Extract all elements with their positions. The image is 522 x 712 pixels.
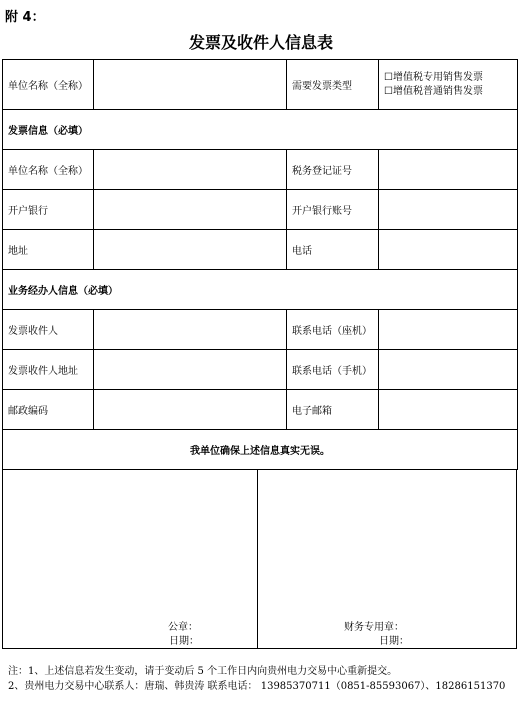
company-name-label: 单位名称（全称） (3, 60, 94, 110)
table-row (3, 430, 518, 470)
mobile-label: 联系电话（手机） (287, 350, 379, 390)
invoice-form-table (2, 59, 518, 470)
mobile-field[interactable] (379, 350, 518, 390)
invoice-company-name-label: 单位名称（全称） (3, 150, 94, 190)
recipient-address-label: 发票收件人地址 (3, 350, 94, 390)
table-row (3, 150, 518, 190)
postal-code-field[interactable] (94, 390, 287, 430)
finance-seal-date-label: 日期： (379, 636, 409, 647)
phone-label: 电话 (287, 230, 379, 270)
bank-field[interactable] (94, 190, 287, 230)
company-seal-date-label: 日期： (169, 636, 199, 647)
table-row (3, 110, 518, 150)
bank-account-field[interactable] (379, 190, 518, 230)
bank-account-label: 开户银行账号 (287, 190, 379, 230)
signature-area (2, 469, 517, 649)
finance-seal-label: 财务专用章： (344, 622, 404, 633)
address-label: 地址 (3, 230, 94, 270)
landline-field[interactable] (379, 310, 518, 350)
table-row (3, 190, 518, 230)
table-row (3, 350, 518, 390)
recipient-address-field[interactable] (94, 350, 287, 390)
email-label: 电子邮箱 (287, 390, 379, 430)
attachment-label: 附 4： (5, 10, 45, 25)
tax-id-field[interactable] (379, 150, 518, 190)
table-row (3, 270, 518, 310)
recipient-field[interactable] (94, 310, 287, 350)
invoice-company-name-field[interactable] (94, 150, 287, 190)
table-row (3, 230, 518, 270)
email-field[interactable] (379, 390, 518, 430)
table-row (3, 60, 518, 110)
note-line: 注：1、上述信息若发生变动，请于变动后 5 个工作日内向贵州电力交易中心重新提交。 (8, 666, 398, 677)
vat-special-invoice-option[interactable]: ☐增值税专用销售发票 (384, 71, 483, 83)
phone-field[interactable] (379, 230, 518, 270)
company-seal-label: 公章： (168, 622, 198, 633)
recipient-label: 发票收件人 (3, 310, 94, 350)
invoice-type-label: 需要发票类型 (287, 60, 379, 110)
table-row (3, 390, 518, 430)
bank-label: 开户银行 (3, 190, 94, 230)
company-name-field[interactable] (94, 60, 287, 110)
table-row (3, 310, 518, 350)
form-title: 发票及收件人信息表 (188, 33, 333, 52)
footnotes (8, 664, 505, 694)
company-seal-block[interactable] (168, 621, 199, 649)
note-line: 2、贵州电力交易中心联系人：唐瑞、韩贵涛 联系电话： 13985370711（0851-85593067）、18286151370 (8, 681, 506, 692)
invoice-type-options[interactable] (379, 60, 518, 110)
signature-divider (257, 469, 258, 648)
confirmation-statement: 我单位确保上述信息真实无误。 (3, 430, 518, 470)
tax-id-label: 税务登记证号 (287, 150, 379, 190)
postal-code-label: 邮政编码 (3, 390, 94, 430)
invoice-section-heading: 发票信息（必填） (3, 110, 518, 150)
agent-section-heading: 业务经办人信息（必填） (3, 270, 518, 310)
landline-label: 联系电话（座机） (287, 310, 379, 350)
vat-general-invoice-option[interactable]: ☐增值税普通销售发票 (384, 85, 483, 97)
address-field[interactable] (94, 230, 287, 270)
finance-seal-block[interactable] (344, 621, 409, 649)
